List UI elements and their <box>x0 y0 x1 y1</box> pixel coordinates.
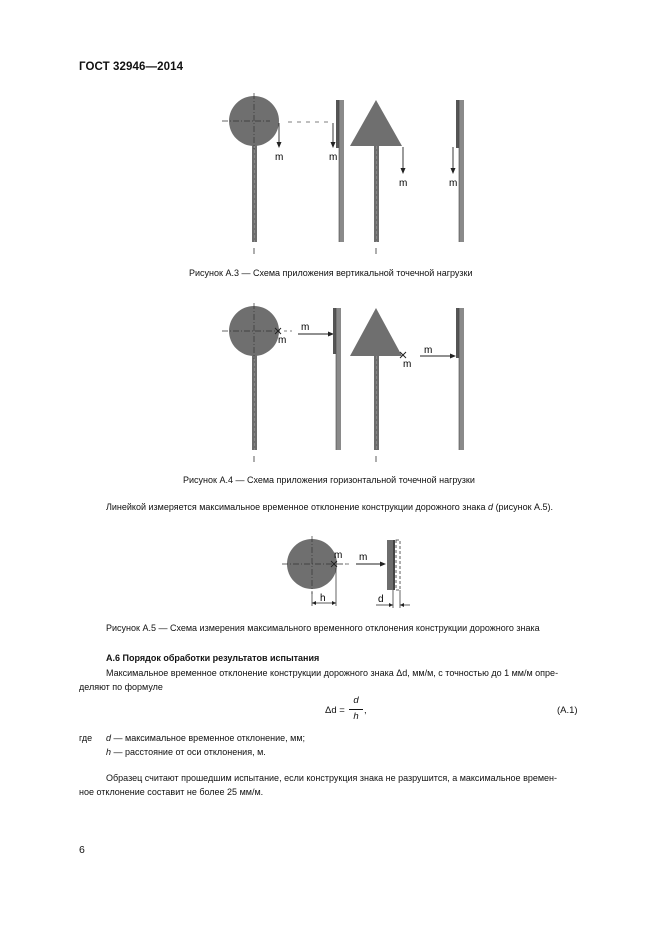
round-sign <box>282 536 348 594</box>
page-number: 6 <box>79 844 85 856</box>
para1-line2: деляют по формуле <box>79 682 163 692</box>
load-arrow-4 <box>451 147 456 174</box>
round-sign-with-post <box>222 303 280 462</box>
a5-label-m1: m <box>334 550 343 561</box>
figure-a4-horizontal-load <box>200 298 500 463</box>
where-h-line: h — расстояние от оси отклонения, м. <box>106 747 266 757</box>
triangle-sign-with-post <box>350 100 402 254</box>
formula-lhs: Δd = <box>325 705 345 716</box>
a4-load-label-3: m <box>403 359 412 370</box>
figure-a5-deflection-measurement <box>280 532 420 612</box>
a4-load-label-2: m <box>301 322 310 333</box>
a5-label-h: h <box>320 593 326 604</box>
para2-line1: Образец считают прошедшим испытание, если конструкция знака не разрушится, а максимальное времен- <box>106 773 558 783</box>
fraction-bar <box>349 709 363 710</box>
document-header: ГОСТ 32946—2014 <box>79 61 184 73</box>
para2-line2: ное отклонение составит не более 25 мм/м. <box>79 787 264 797</box>
para1-line1: Максимальное временное отклонение конструкции дорожного знака Δd, мм/м, с точностью до 1 мм/м опре- <box>106 668 559 678</box>
figure-a3-caption: Рисунок А.3 — Схема приложения вертикальной точечной нагрузки <box>189 268 473 278</box>
figure-a3-vertical-load <box>200 90 500 255</box>
where-word: где <box>79 733 93 743</box>
load-arrow-horizontal-2 <box>420 345 456 359</box>
a3-load-label-2: m <box>329 152 338 163</box>
formula-denominator: h <box>353 711 359 722</box>
a4-load-label-1: m <box>278 335 287 346</box>
formula-numerator: d <box>353 695 359 706</box>
side-view-post-1 <box>336 100 344 242</box>
d-dimension <box>376 590 410 608</box>
formula-number: (А.1) <box>557 705 578 716</box>
formula-tail: , <box>364 705 367 716</box>
load-arrow-horizontal-1 <box>298 322 334 337</box>
a5-label-d: d <box>378 594 384 605</box>
a3-load-label-3: m <box>399 178 408 189</box>
side-view-post-2 <box>456 308 464 450</box>
a4-load-label-4: m <box>424 345 433 356</box>
round-sign-with-post <box>222 93 279 254</box>
a5-label-m2: m <box>359 552 368 563</box>
side-view-post-1 <box>333 308 341 450</box>
section-title: А.6 Порядок обработки результатов испытания <box>106 653 320 663</box>
a3-load-label-4: m <box>449 178 458 189</box>
figure-a4-caption: Рисунок А.4 — Схема приложения горизонтальной точечной нагрузки <box>183 475 475 485</box>
load-arrow-2 <box>331 123 336 148</box>
intro-paragraph: Линейкой измеряется максимальное временное отклонение конструкции дорожного знака d (рисунок А.5). <box>106 502 554 512</box>
side-view-post <box>387 540 400 590</box>
load-arrow-3 <box>401 147 406 174</box>
triangle-sign-with-post <box>350 308 402 462</box>
figure-a5-caption: Рисунок А.5 — Схема измерения максимального временного отклонения конструкции дорожного знака <box>106 623 540 633</box>
side-view-post-2 <box>456 100 464 242</box>
where-d-line: d — максимальное временное отклонение, мм; <box>106 733 306 743</box>
load-arrow-horizontal <box>356 552 386 567</box>
a3-load-label-1: m <box>275 152 284 163</box>
